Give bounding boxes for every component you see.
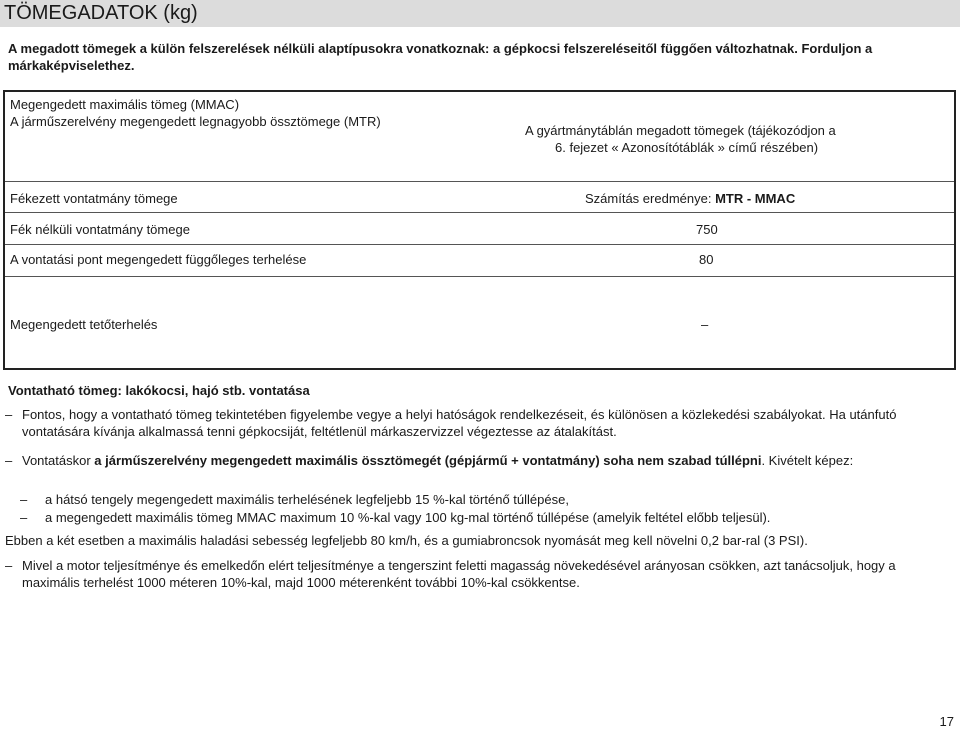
dash-bullet: – xyxy=(5,558,13,573)
unbraked-label: Fék nélküli vontatmány tömege xyxy=(10,222,190,237)
braked-value: Számítás eredménye: MTR - MMAC xyxy=(585,191,796,206)
roof-load-value: – xyxy=(701,317,709,332)
tow-point-label: A vontatási pont megengedett függőleges terhelése xyxy=(10,252,307,267)
towing-subitem-2: – a megengedett maximális tömeg MMAC maximum 10 %-kal vagy 100 kg-mal történő túllépése (amelyik feltétel előbb teljesül). xyxy=(20,510,771,525)
dash-bullet: – xyxy=(5,453,13,468)
weights-table xyxy=(3,90,956,370)
dash-bullet: – xyxy=(20,510,28,525)
page-number: 17 xyxy=(939,714,954,729)
towing-heading: Vontatható tömeg: lakókocsi, hajó stb. vontatása xyxy=(8,383,310,398)
page-title: TÖMEGADATOK (kg) xyxy=(0,0,960,27)
speed-note: Ebben a két esetben a maximális haladási sebesség legfeljebb 80 km/h, és a gumiabroncsok nyomását meg kell növelni 0,2 bar-ral (3 PSI). xyxy=(5,533,808,548)
roof-load-label: Megengedett tetőterhelés xyxy=(10,317,158,332)
tow-point-value: 80 xyxy=(699,252,714,267)
braked-label: Fékezett vontatmány tömege xyxy=(10,191,178,206)
towing-subitem-1: – a hátsó tengely megengedett maximális terhelésének legfeljebb 15 %-kal történő túllépése, xyxy=(20,492,569,507)
mmac-value: A gyártmánytáblán megadott tömegek (tájékozódjon a 6. fejezet « Azonosítótáblák » című részében) xyxy=(525,123,836,155)
towing-item-1: – Fontos, hogy a vontatható tömeg tekintetében figyelembe vegye a helyi hatóságok rendelkezéseit, és különösen a közlekedési szabályokat. Ha utánfutó vontatására kívánja alkalmassá tenni gépkocsiját, feltétlenül márkaszervizzel végeztesse az átalakítást. xyxy=(5,407,897,439)
intro-text: A megadott tömegek a külön felszerelések nélküli alaptípusokra vonatkoznak: a gépkocsi felszereléseitől függően változhatnak. Forduljon a márkaképviselethez. xyxy=(8,41,873,73)
table-divider xyxy=(5,181,954,182)
table-divider xyxy=(5,276,954,277)
table-divider xyxy=(5,244,954,245)
unbraked-value: 750 xyxy=(696,222,718,237)
towing-item-2: – Vontatáskor a járműszerelvény megengedett maximális össztömegét (gépjármű + vontatmány) soha nem szabad túllépni. Kivételt képez: xyxy=(5,453,854,468)
towing-item-3: – Mivel a motor teljesítménye és emelkedőn elért teljesítménye a tengerszint feletti magasság növekedésével arányosan csökken, azt tanácsoljuk, hogy a maximális terhelést 1000 méteren 10%-kal, majd 1000 méterenként további 10%-kal csökkentse. xyxy=(5,558,896,590)
dash-bullet: – xyxy=(20,492,28,507)
mmac-label: Megengedett maximális tömeg (MMAC) A járműszerelvény megengedett legnagyobb össztömege (MTR) xyxy=(10,97,381,129)
table-divider xyxy=(5,212,954,213)
dash-bullet: – xyxy=(5,407,13,422)
